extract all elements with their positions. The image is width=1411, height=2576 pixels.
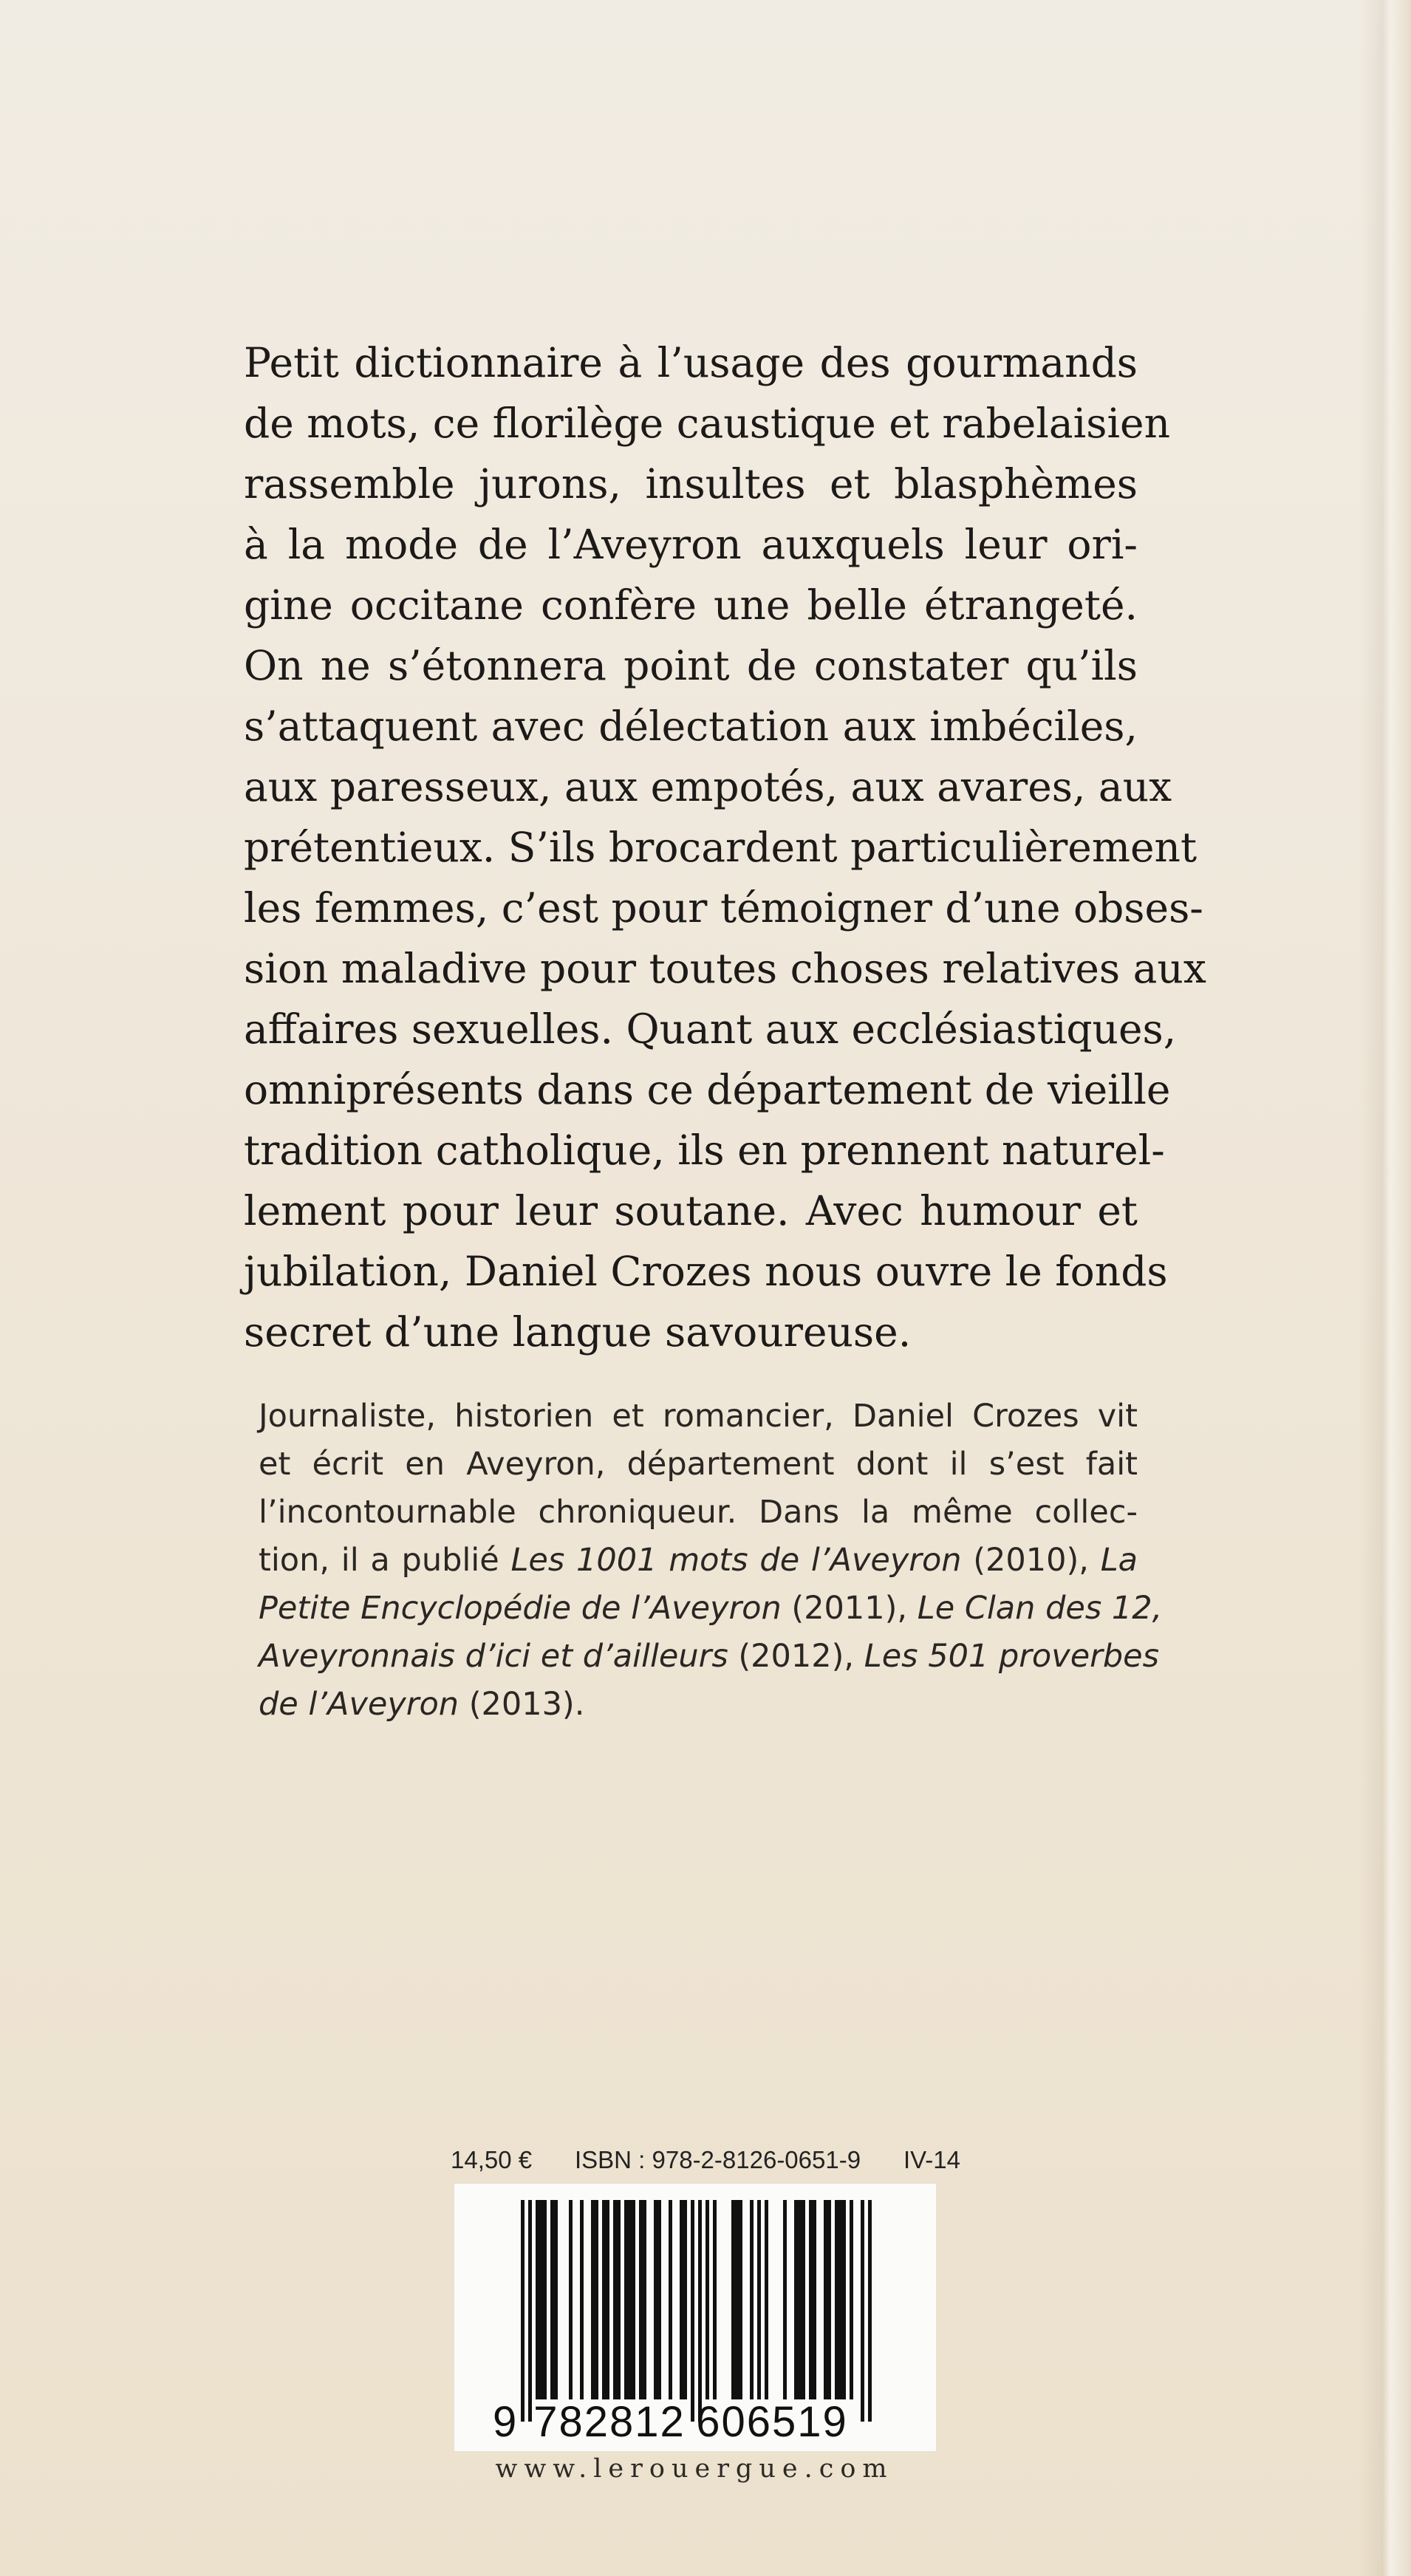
blurb-line: les femmes, c’est pour témoigner d’une obses- — [244, 884, 1203, 932]
barcode-bar — [602, 2200, 606, 2399]
barcode-bar — [835, 2200, 838, 2399]
blurb-line: lement pour leur soutane. Avec humour et — [244, 1187, 1138, 1234]
barcode-bar — [842, 2200, 846, 2399]
book-title: Les 1001 mots de l’Aveyron — [510, 1542, 962, 1579]
author-bio — [259, 1393, 1163, 1729]
barcode-bar — [617, 2200, 621, 2399]
isbn: ISBN : 978-2-8126-0651-9 — [574, 2146, 861, 2173]
barcode-bar — [539, 2200, 543, 2399]
publisher-website[interactable]: www.lerouergue.com — [495, 2454, 894, 2484]
cover-edge — [1359, 0, 1411, 2576]
barcode-digits-right: 606519 — [696, 2398, 848, 2446]
barcode-bar — [735, 2200, 739, 2399]
blurb-line: aux paresseux, aux empotés, aux avares, aux — [244, 763, 1172, 810]
barcode-bar — [528, 2200, 532, 2422]
bio-text: (2012), — [728, 1638, 864, 1675]
barcode-bar — [798, 2200, 802, 2399]
barcode-bar — [824, 2200, 827, 2399]
barcode-digits-left: 782812 — [533, 2398, 686, 2446]
barcode-bar — [569, 2200, 573, 2399]
barcode-bar — [757, 2200, 761, 2399]
barcode-bar — [632, 2200, 635, 2399]
blurb-line: secret d’une langue savoureuse. — [244, 1308, 912, 1356]
blurb-line: affaires sexuelles. Quant aux ecclésiastiques, — [244, 1005, 1177, 1053]
barcode-bar — [698, 2200, 702, 2422]
bio-line — [259, 1633, 1159, 1681]
bio-text: (2010), — [961, 1542, 1101, 1579]
blurb-line: s’attaquent avec délectation aux imbéciles, — [244, 703, 1138, 750]
bio-line — [259, 1585, 1163, 1633]
barcode-digit-first: 9 — [493, 2398, 517, 2446]
barcode-bar — [713, 2200, 717, 2399]
blurb-line: Petit dictionnaire à l’usage des gourmands — [244, 339, 1138, 386]
barcode-bar — [783, 2200, 787, 2399]
bio-line: Journaliste, historien et romancier, Daniel Crozes vit — [259, 1398, 1138, 1435]
bio-line: et écrit en Aveyron, département dont il s’est fait — [259, 1446, 1138, 1483]
barcode-bar — [669, 2200, 672, 2399]
barcode-bar — [657, 2200, 661, 2399]
price-isbn-line — [451, 2146, 960, 2174]
barcode-bar — [639, 2200, 643, 2399]
blurb-line: On ne s’étonnera point de constater qu’ils — [244, 642, 1138, 689]
barcode — [454, 2183, 937, 2452]
blurb-line: tradition catholique, ils en prennent naturel- — [244, 1127, 1165, 1174]
barcode-bar — [683, 2200, 687, 2399]
book-title: La — [1100, 1542, 1138, 1579]
bio-line — [259, 1681, 1138, 1729]
bio-line: l’incontournable chroniqueur. Dans la même collec- — [259, 1494, 1138, 1531]
book-title: Le Clan des 12, — [917, 1590, 1163, 1627]
book-title: Aveyronnais d’ici et d’ailleurs — [259, 1638, 728, 1675]
blurb-line: de mots, ce florilège caustique et rabelaisien — [244, 400, 1171, 447]
blurb-line: gine occitane confère une belle étrangeté. — [244, 581, 1138, 629]
catalog-code: IV-14 — [903, 2146, 960, 2173]
barcode-bar — [850, 2200, 853, 2399]
blurb-line: rassemble jurons, insultes et blasphèmes — [244, 460, 1138, 508]
barcode-bar — [628, 2200, 632, 2399]
barcode-bar — [809, 2200, 813, 2399]
blurb-line: jubilation, Daniel Crozes nous ouvre le fonds — [244, 1248, 1168, 1295]
bio-text: tion, il a publié — [259, 1542, 511, 1579]
barcode-bar — [521, 2200, 525, 2422]
book-title: de l’Aveyron — [259, 1686, 459, 1723]
blurb-line: omniprésents dans ce département de vieille — [244, 1066, 1171, 1113]
barcode-bar — [706, 2200, 709, 2399]
blurb-line: à la mode de l’Aveyron auxquels leur ori- — [244, 521, 1138, 568]
barcode-bar — [643, 2200, 646, 2399]
book-title: Les 501 proverbes — [864, 1638, 1159, 1675]
book-blurb — [244, 332, 1206, 1362]
barcode-bar — [606, 2200, 609, 2399]
barcode-bar — [595, 2200, 598, 2399]
barcode-bar — [750, 2200, 754, 2399]
barcode-bar — [827, 2200, 831, 2399]
barcode-bar — [613, 2200, 617, 2399]
barcode-bar — [802, 2200, 805, 2399]
barcode-bar — [654, 2200, 657, 2399]
barcode-bar — [543, 2200, 547, 2399]
blurb-line: sion maladive pour toutes choses relatives aux — [244, 945, 1206, 992]
barcode-bar — [731, 2200, 735, 2399]
barcode-bar — [838, 2200, 842, 2399]
barcode-bar — [765, 2200, 768, 2399]
barcode-bar — [536, 2200, 539, 2399]
barcode-graphic — [454, 2184, 936, 2451]
book-title: Petite Encyclopédie de l’Aveyron — [259, 1590, 782, 1627]
barcode-bar — [861, 2200, 864, 2422]
barcode-bar — [554, 2200, 558, 2399]
barcode-bar — [691, 2200, 694, 2422]
barcode-bar — [580, 2200, 584, 2399]
barcode-bar — [680, 2200, 683, 2399]
bio-text: (2013). — [459, 1686, 585, 1723]
barcode-bar — [739, 2200, 742, 2399]
bio-text: (2011), — [781, 1590, 918, 1627]
barcode-bar — [624, 2200, 628, 2399]
barcode-bar — [550, 2200, 554, 2399]
price: 14,50 € — [451, 2146, 533, 2173]
barcode-bar — [794, 2200, 798, 2399]
blurb-line: prétentieux. S’ils brocardent particulièrement — [244, 824, 1198, 871]
barcode-bar — [868, 2200, 872, 2422]
bio-line — [259, 1537, 1138, 1585]
barcode-bar — [591, 2200, 595, 2399]
barcode-bar — [813, 2200, 816, 2399]
